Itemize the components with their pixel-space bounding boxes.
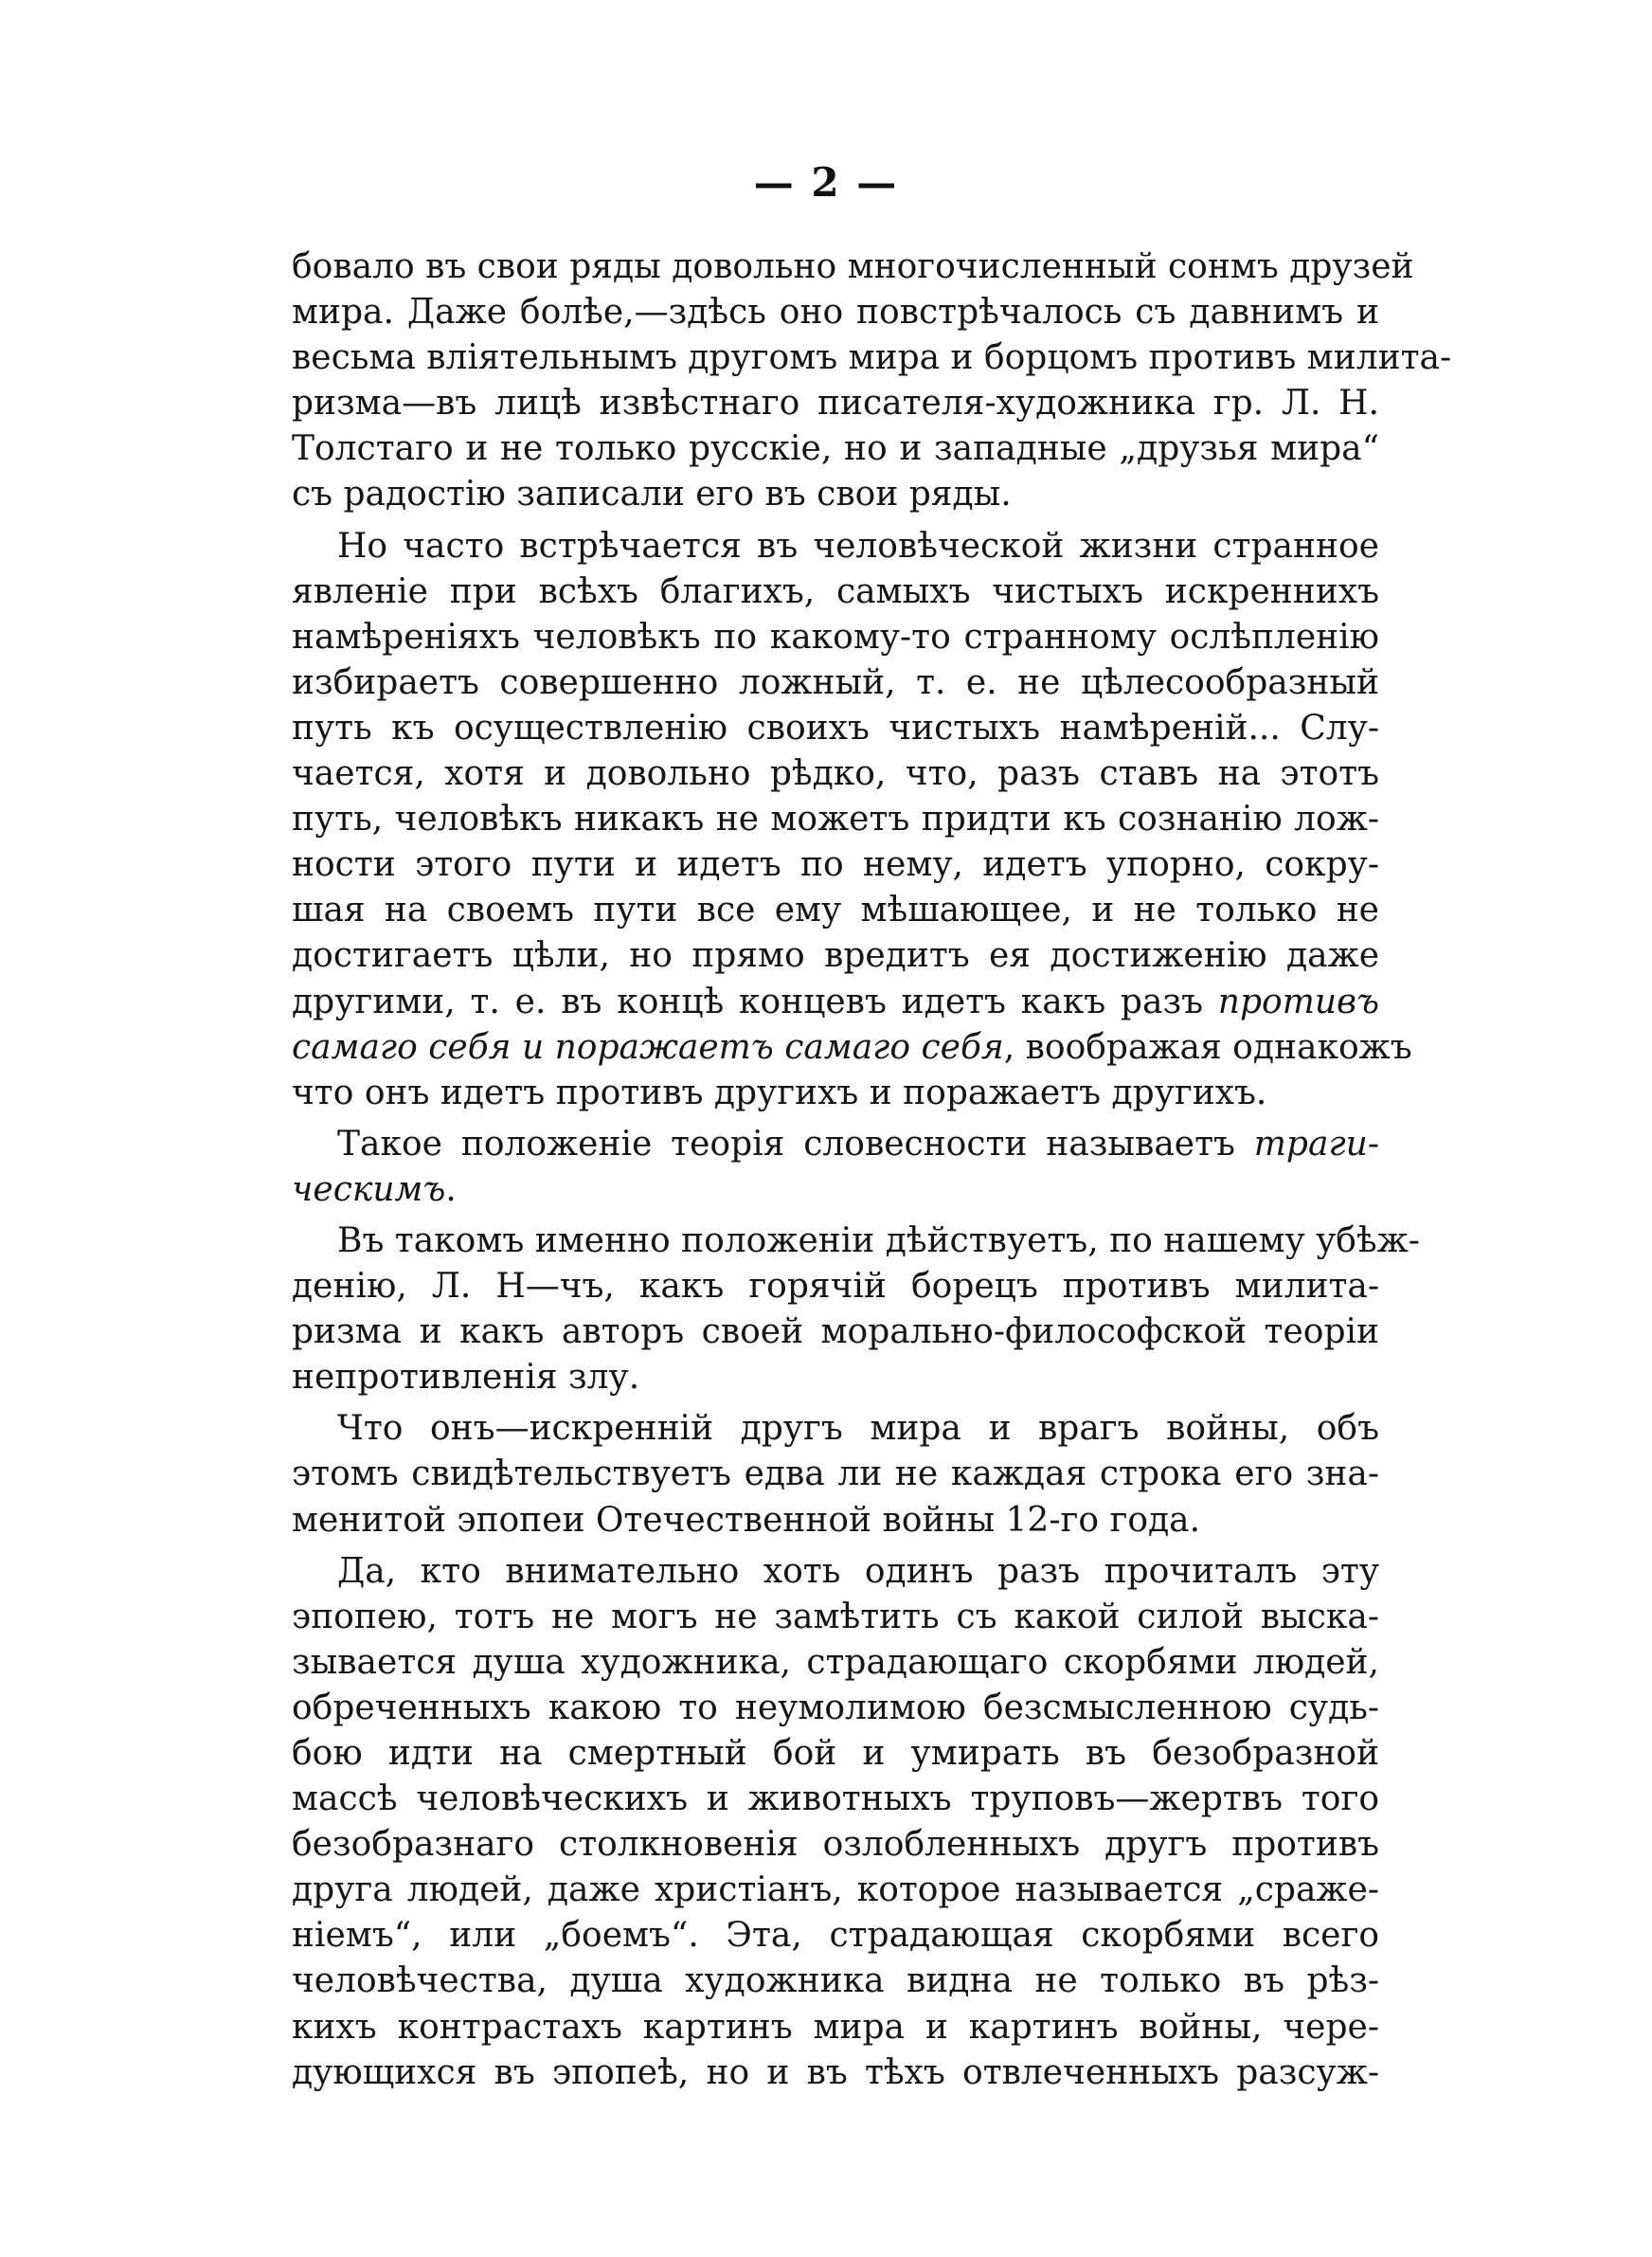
text-line: ности этого пути и идетъ по нему, идетъ упорно, сокру- bbox=[292, 845, 1379, 885]
paragraph-4 bbox=[292, 1219, 1420, 1400]
text-line: достигаетъ цѣли, но прямо вредитъ ея достиженiю даже bbox=[292, 936, 1379, 976]
text-line bbox=[292, 1122, 1379, 1167]
text-line: безобразнаго столкновенiя озлобленныхъ другъ противъ bbox=[292, 1825, 1379, 1865]
text-line: намѣренiяхъ человѣкъ по какому-то странному ослѣпленiю bbox=[292, 617, 1379, 657]
text-line: что онъ идетъ противъ другихъ и поражаетъ другихъ. bbox=[292, 1073, 1267, 1112]
paragraph-5 bbox=[292, 1406, 1379, 1543]
paragraph-3 bbox=[292, 1122, 1379, 1213]
text-line: явленiе при всѣхъ благихъ, самыхъ чистыхъ искреннихъ bbox=[292, 571, 1379, 611]
text-line: шая на своемъ пути все ему мѣшающее, и не только не bbox=[292, 891, 1379, 930]
emphasis-text: самаго себя и поражаетъ самаго себя bbox=[292, 1027, 1004, 1067]
paragraph-6 bbox=[292, 1549, 1379, 2096]
text-line: человѣчества, душа художника видна не только въ рѣз- bbox=[292, 1961, 1379, 2001]
text-run: , воображая однакожъ bbox=[1003, 1027, 1412, 1067]
text-line: путь къ осуществленiю своихъ чистыхъ намѣренiй... Слу- bbox=[292, 708, 1379, 748]
paragraph-1 bbox=[292, 244, 1452, 518]
text-line: массѣ человѣческихъ и животныхъ труповъ—жертвъ того bbox=[292, 1779, 1379, 1819]
text-line: ризма—въ лицѣ извѣстнаго писателя-художника гр. Л. Н. bbox=[292, 384, 1379, 424]
text-line: весьма влiятельнымъ другомъ мира и борцомъ противъ милита- bbox=[292, 338, 1452, 378]
text-line: зывается душа художника, страдающаго скорбями людей, bbox=[292, 1642, 1379, 1682]
text-line: мира. Даже болѣе,—здѣсь оно повстрѣчалось съ давнимъ и bbox=[292, 293, 1379, 333]
text-line: непротивленiя злу. bbox=[292, 1358, 640, 1398]
page-number: — 2 — bbox=[753, 159, 899, 206]
text-line: Но часто встрѣчается въ человѣческой жизни странное bbox=[337, 526, 1379, 566]
text-line: менитой эпопеи Отечественной войны 12-го года. bbox=[292, 1500, 1201, 1540]
text-line: избираетъ совершенно ложный, т. е. не цѣлесообразный bbox=[292, 662, 1379, 702]
text-line: Что онъ—искреннiй другъ мира и врагъ войны, объ bbox=[337, 1409, 1379, 1449]
text-line: денiю, Л. Н—чъ, какъ горячiй борецъ противъ милита- bbox=[292, 1267, 1379, 1307]
text-line bbox=[292, 1167, 1379, 1213]
emphasis-text: траги- bbox=[1253, 1124, 1379, 1164]
text-line: дующихся въ эпопеѣ, но и въ тѣхъ отвлеченныхъ разсуж- bbox=[292, 2052, 1379, 2092]
emphasis-text: противъ bbox=[1217, 982, 1379, 1021]
text-line: этомъ свидѣтельствуетъ едва ли не каждая строка его зна- bbox=[292, 1454, 1379, 1494]
text-line: путь, человѣкъ никакъ не можетъ придти къ сознанiю лож- bbox=[292, 800, 1379, 840]
text-line: съ радостiю записали его въ свои ряды. bbox=[292, 475, 1012, 515]
text-line: обреченныхъ какою то неумолимою безсмысленною судь- bbox=[292, 1688, 1379, 1727]
text-line: Въ такомъ именно положенiи дѣйствуетъ, по нашему убѣж- bbox=[337, 1220, 1420, 1260]
text-line: Толстаго и не только русскiе, но и западные „друзья мира“ bbox=[292, 429, 1379, 469]
text-line bbox=[292, 1025, 1412, 1071]
text-line: Да, кто внимательно хоть одинъ разъ прочиталъ эту bbox=[337, 1551, 1379, 1591]
text-run: Такое положенiе теорiя словесности называетъ bbox=[337, 1124, 1235, 1164]
text-run: другими, т. е. въ концѣ концевъ идетъ какъ разъ bbox=[292, 982, 1203, 1021]
text-line: чается, хотя и довольно рѣдко, что, разъ ставъ на этотъ bbox=[292, 754, 1379, 794]
body-text bbox=[292, 244, 1452, 2096]
text-line: друга людей, даже христiанъ, которое называется „сраже- bbox=[292, 1870, 1379, 1910]
text-line: бовало въ свои ряды довольно многочисленный сонмъ друзей bbox=[292, 247, 1414, 286]
paragraph-2 bbox=[292, 524, 1412, 1116]
text-line: бою идти на смертный бой и умирать въ безобразной bbox=[292, 1734, 1379, 1773]
text-line: ризма и какъ авторъ своей морально-философской теорiи bbox=[292, 1312, 1379, 1352]
text-line: эпопею, тотъ не могъ не замѣтить съ какой силой выска- bbox=[292, 1597, 1379, 1636]
text-line bbox=[292, 980, 1379, 1025]
emphasis-text: ческимъ bbox=[292, 1169, 446, 1209]
text-run: . bbox=[445, 1169, 457, 1209]
text-line: кихъ контрастахъ картинъ мира и картинъ войны, чере- bbox=[292, 2007, 1379, 2047]
text-line: нiемъ“, или „боемъ“. Эта, страдающая скорбями всего bbox=[292, 1916, 1379, 1956]
